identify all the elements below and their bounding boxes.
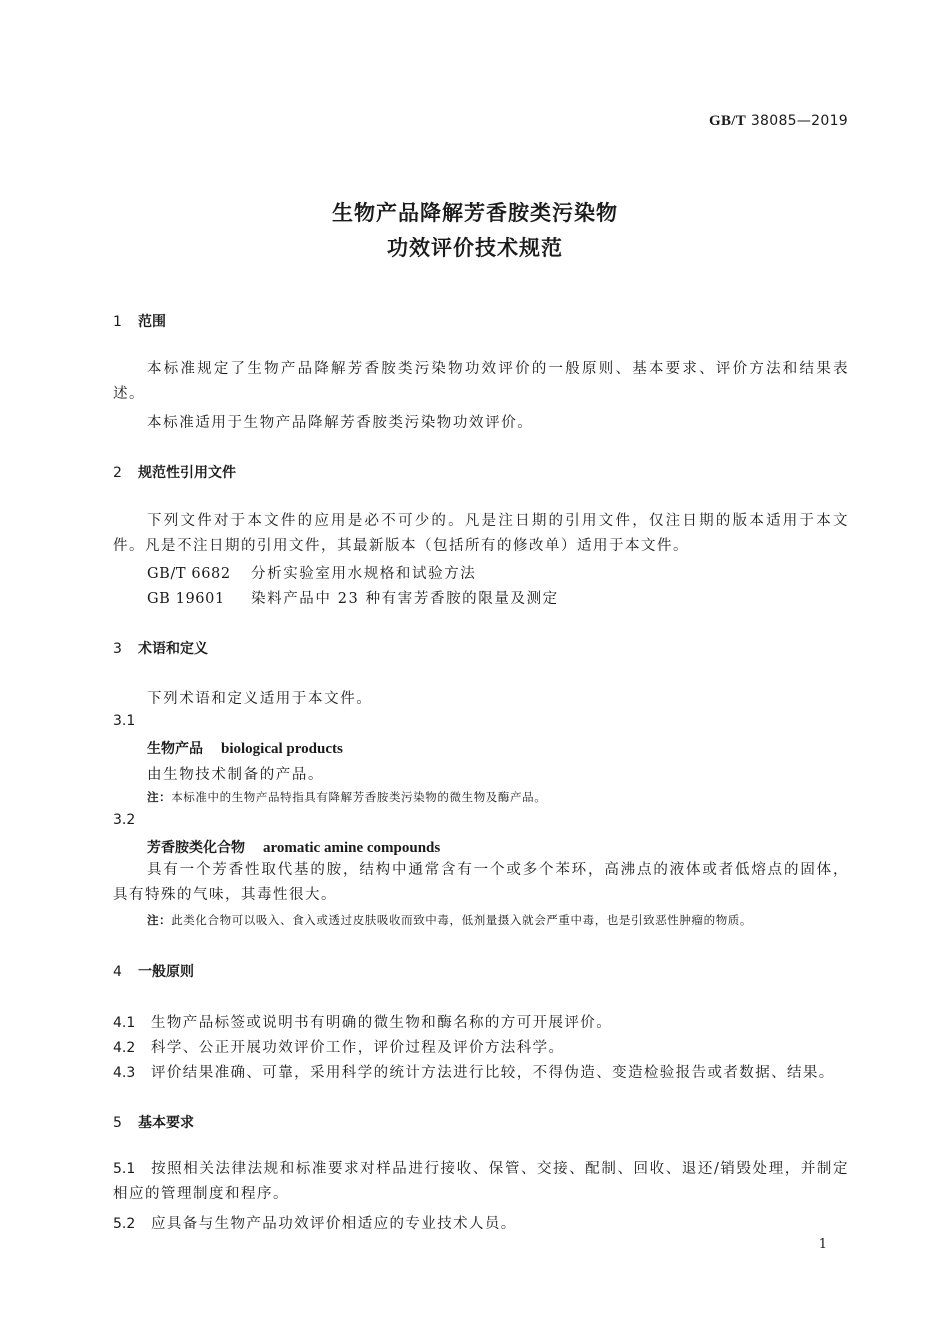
normative-reference — [147, 587, 559, 608]
note-label: 注： — [147, 790, 172, 804]
reference-title: 染料产品中 23 种有害芳香胺的限量及测定 — [251, 591, 559, 607]
section-1-title: 范围 — [138, 314, 166, 330]
clause-item — [113, 1011, 612, 1032]
reference-title: 分析实验室用水规格和试验方法 — [251, 566, 477, 582]
reference-code: GB/T 6682 — [147, 566, 231, 582]
term-chinese: 生物产品 — [147, 741, 203, 757]
term-entry — [147, 738, 343, 758]
clause-number: 5.1 — [113, 1161, 136, 1177]
clause-item — [113, 1036, 564, 1057]
document-title-line2: 功效评价技术规范 — [387, 236, 563, 260]
reference-code: GB 19601 — [147, 591, 225, 607]
term-english: biological products — [221, 741, 343, 757]
clause-number: 4.1 — [113, 1015, 136, 1031]
clause-text: 按照相关法律法规和标准要求对样品进行接收、保管、交接、配制、回收、退还/销毁处理，并制定相应的管理制度和程序。 — [113, 1161, 849, 1202]
clause-text: 生物产品标签或说明书有明确的微生物和酶名称的方可开展评价。 — [151, 1015, 613, 1031]
section-2-title: 规范性引用文件 — [138, 465, 236, 481]
section-1-heading — [113, 311, 166, 331]
clause-item — [113, 1157, 849, 1207]
section-2-heading — [113, 462, 236, 482]
section-2-para1: 下列文件对于本文件的应用是必不可少的。凡是注日期的引用文件，仅注日期的版本适用于本文件。凡是不注日期的引用文件，其最新版本（包括所有的修改单）适用于本文件。 — [113, 513, 849, 554]
term-entry — [147, 837, 440, 857]
section-4-title: 一般原则 — [138, 964, 194, 980]
term-note — [147, 912, 752, 928]
term-english: aromatic amine compounds — [263, 840, 441, 856]
section-3-heading — [113, 638, 208, 658]
section-2-number: 2 — [113, 465, 122, 481]
section-5-number: 5 — [113, 1115, 122, 1131]
section-1-number: 1 — [113, 314, 122, 330]
clause-number: 4.3 — [113, 1065, 136, 1081]
document-title-line1: 生物产品降解芳香胺类污染物 — [332, 201, 618, 225]
page-number: 1 — [818, 1237, 827, 1252]
standard-code — [709, 113, 848, 130]
standard-code-prefix: GB/T — [709, 113, 747, 129]
section-5-title: 基本要求 — [138, 1115, 194, 1131]
clause-item — [113, 1212, 517, 1233]
term-definition: 由生物技术制备的产品。 — [147, 767, 325, 783]
term-note — [147, 789, 546, 805]
normative-reference — [147, 562, 476, 583]
clause-number: 5.2 — [113, 1216, 136, 1232]
note-text: 此类化合物可以吸入、食入或透过皮肤吸收而致中毒，低剂量摄入就会严重中毒，也是引致恶性肿瘤的物质。 — [171, 913, 752, 927]
section-4-heading — [113, 961, 194, 981]
term-definition: 具有一个芳香性取代基的胺，结构中通常含有一个或多个苯环，高沸点的液体或者低熔点的固体，具有特殊的气味，其毒性很大。 — [113, 862, 849, 903]
section-4-number: 4 — [113, 964, 122, 980]
section-1-para2: 本标准适用于生物产品降解芳香胺类污染物功效评价。 — [147, 415, 534, 431]
section-3-intro: 下列术语和定义适用于本文件。 — [147, 691, 373, 707]
term-number: 3.2 — [113, 812, 136, 828]
clause-text: 评价结果准确、可靠，采用科学的统计方法进行比较，不得伪造、变造检验报告或者数据、结果。 — [151, 1065, 835, 1081]
section-3-title: 术语和定义 — [138, 641, 208, 657]
standard-code-number: 38085—2019 — [750, 113, 848, 129]
clause-number: 4.2 — [113, 1040, 136, 1056]
term-number: 3.1 — [113, 713, 136, 729]
term-chinese: 芳香胺类化合物 — [147, 840, 245, 856]
section-3-number: 3 — [113, 641, 122, 657]
clause-text: 应具备与生物产品功效评价相适应的专业技术人员。 — [151, 1216, 517, 1232]
section-1-para1: 本标准规定了生物产品降解芳香胺类污染物功效评价的一般原则、基本要求、评价方法和结果表述。 — [113, 361, 849, 402]
clause-item — [113, 1061, 835, 1082]
clause-text: 科学、公正开展功效评价工作，评价过程及评价方法科学。 — [151, 1040, 565, 1056]
note-label: 注： — [147, 913, 172, 927]
note-text: 本标准中的生物产品特指具有降解芳香胺类污染物的微生物及酶产品。 — [171, 790, 547, 804]
section-5-heading — [113, 1112, 194, 1132]
